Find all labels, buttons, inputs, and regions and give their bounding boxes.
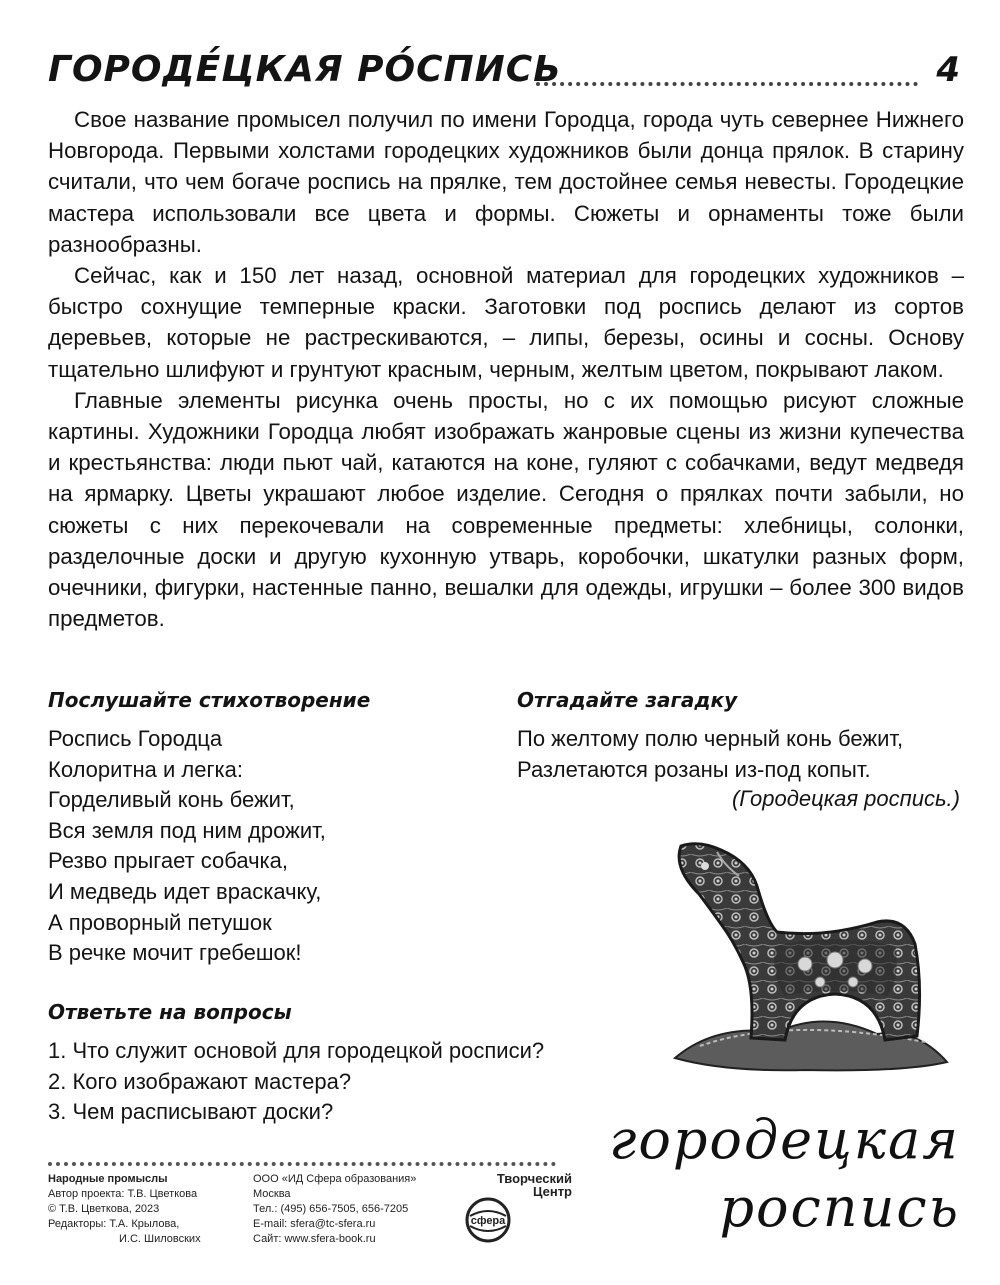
poem-line: Резво прыгает собачка, [48,848,289,874]
script-caption-line-2: роспись [719,1176,960,1239]
poem-line: Колоритна и легка: [48,756,243,782]
question-item: 2. Кого изображают мастера? [48,1068,352,1094]
page-title: ГОРОДЕ́ЦКАЯ РО́СПИСЬ [48,49,562,90]
footer-copyright: © Т.В. Цветкова, 2023 [48,1203,160,1215]
riddle-answer: (Городецкая роспись.) [731,786,960,811]
poem-line: Горделивый конь бежит, [48,787,295,813]
riddle-heading: Отгадайте загадку [517,688,738,712]
title-dotted-leader [536,82,918,86]
poem-line: И медведь идет враскачку, [48,878,322,904]
footer-publisher-name: ООО «ИД Сфера образования» [253,1173,417,1185]
poem [48,724,326,969]
paragraph-1: Свое название промысел получил по имени Городца, города чуть севернее Нижнего Новгорода. Первыми холстами городецких художников были донца прялок. В старину считали, что чем богаче роспись на прялке, тем достойнее семья невесты. Городецкие мастера использовали все цвета и формы. Сюжеты и орнаменты тоже были разнообразны. [48,107,964,257]
footer-editors: Редакторы: Т.А. Крылова, [48,1218,180,1230]
article-body [48,104,964,634]
footer-site: Сайт: www.sfera-book.ru [253,1233,376,1245]
sphere-logo-icon [464,1196,512,1244]
poem-line: В речке мочит гребешок! [48,940,302,966]
svg-text:сфера: сфера [470,1215,506,1227]
poem-line: Вся земля под ним дрожит, [48,817,326,843]
footer-email: E-mail: sfera@tc-sfera.ru [253,1218,376,1230]
footer-city: Москва [253,1188,291,1200]
paragraph-3: Главные элементы рисунка очень просты, но с их помощью рисуют сложные картины. Художники Городца любят изображать жанровые сцены из жизни купечества и крестьянства: люди пьют чай, катаются на коне, гуляют с собачками, ведут медведя на ярмарку. Цветы украшают любое изделие. Сегодня о прялках почти забыли, но сюжеты с них перекочевали на современные предметы: хлебницы, солонки, разделочные доски и другую кухонную утварь, коробочки, шкатулки разных форм, очечники, фигурки, настенные панно, вешалки для одежды, игрушки – более 300 видов предметов. [48,387,964,632]
script-caption-line-1: городецкая [609,1108,960,1171]
footer-series: Народные промыслы [48,1173,168,1185]
footer-phone: Тел.: (495) 656-7505, 656-7205 [253,1203,409,1215]
riddle [517,724,903,785]
question-item: 3. Чем расписывают доски? [48,1099,334,1125]
poem-heading: Послушайте стихотворение [48,688,371,712]
footer-credits [48,1172,248,1247]
logo-caption: Творческий Центр [496,1171,572,1199]
poem-line: А проворный петушок [48,909,272,935]
questions-list [48,1036,544,1128]
footer-author: Автор проекта: Т.В. Цветкова [48,1188,198,1200]
paragraph-2: Сейчас, как и 150 лет назад, основной материал для городецких художников – быстро сохнущие темперные краски. Заготовки под роспись делают из сортов деревьев, которые не растрескиваются, – липы, березы, осины и сосны. Основу тщательно шлифуют и грунтуют красным, черным, желтым цветом, покрывают лаком. [48,263,964,382]
publisher-logo [462,1172,572,1252]
footer-publisher [253,1172,453,1247]
riddle-line: Разлетаются розаны из-под копыт. [517,756,871,782]
horse-figurine-image [655,836,955,1076]
footer-editors-cont: И.С. Шиловских [119,1233,201,1245]
page-number: 4 [936,50,960,90]
page-header [48,46,960,98]
riddle-line: По желтому полю черный конь бежит, [517,726,904,751]
questions-heading: Ответьте на вопросы [48,1000,292,1024]
poem-line: Роспись Городца [48,726,223,751]
footer-dotted-rule [48,1162,556,1166]
question-item: 1. Что служит основой для городецкой росписи? [48,1038,545,1063]
